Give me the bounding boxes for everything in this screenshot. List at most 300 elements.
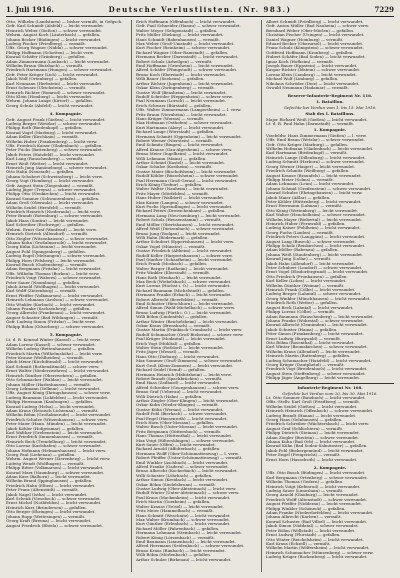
casualty-entry: Ludwig Jäger (Treysa) — schwer verwundet. <box>6 188 97 193</box>
casualty-entry: Paul Kraus (Mackenheim) — leicht verwundet. <box>136 495 231 500</box>
casualty-entry: Rudolf Köhler (Rüsselsheim) — schwer verwundet. <box>136 174 240 179</box>
casualty-entry: Friedrich Schreiber (Wächtersbach) — leicht verw. <box>266 422 370 427</box>
casualty-entry: Uffz. Wilhelm Thomas (Borken) — leicht verw. <box>6 271 100 276</box>
casualty-entry: Bruno Jung (Rodgau) — leicht verwundet. <box>136 231 221 236</box>
casualty-entry: Johann Hofmann (Helmarshausen) — leicht verw. <box>6 448 107 453</box>
casualty-entry: August Graf (Schlüchtern) — vermißt. <box>266 426 344 431</box>
casualty-entry: Heinrich Heinrich (Offenbach) — schwer verwundet. <box>266 409 374 414</box>
casualty-entry: Ernst Vogel (Ebsdorfergrund) — leicht verwundet. <box>266 270 369 275</box>
casualty-entry: Ludwig Krüger (Rockenberg) — leicht verwundet. <box>266 555 368 560</box>
casualty-entry: Friedrich Voigt (Wabern) — schwer verwundet. <box>6 276 102 281</box>
casualty-entry: Hermann Becker (Darmstadt) — leicht verwundet. <box>136 55 239 60</box>
casualty-entry: Friedrich Martin (Wilhelmshöhe) — leicht verw. <box>6 351 103 356</box>
casualty-entry: Adam Möller (Rabenau) — gefallen. <box>266 248 339 253</box>
casualty-entry: Kurt Günther (Erlenbach) — leicht verwundet. <box>136 522 231 527</box>
casualty-entry: Friedrich Wolff (Altenstadt) — schwer verwundet. <box>266 497 368 502</box>
casualty-entry: Adam Groß (Oberaula) — leicht verwundet. <box>6 201 95 206</box>
casualty-entry: Alfred Simon (Wald-Michelbach) — schwer verw. <box>136 306 236 311</box>
casualty-entry: Jakob Pohl (Biebergemünd) — leicht verwundet. <box>266 448 364 453</box>
casualty-entry: Oskar Schulze (Kostheim) — vermißt. <box>136 165 213 170</box>
casualty-entry: Arthur Winter (Reichelsheim) — leicht verwundet. <box>136 319 239 324</box>
casualty-entry: Friedrich Peters (Langgöns) — leicht verwundet. <box>266 235 366 240</box>
casualty-entry: Friedrich Schulze (Witzenhausen) — schwer verw. <box>6 417 109 422</box>
casualty-entry: Jakob Schuster (Haina) — gefallen. <box>266 327 338 332</box>
casualty-entry: Major Richard Weiß (Gießen) — leicht verwundet. <box>266 117 368 122</box>
casualty-entry: Max Hofmann (Osthofen) — schwer verwundet. <box>136 121 233 126</box>
spacer <box>6 329 126 331</box>
casualty-entry: Konrad Busch (Gudensberg) — vermißt. <box>6 262 88 267</box>
casualty-entry: Willi Böhm (Lindenfels) — gefallen. <box>136 315 208 320</box>
casualty-entry: Otto Winter (Reichelsheim) — leicht verwundet. <box>266 537 364 542</box>
casualty-entry: Philipp Roth (Biedenkopf) — gefallen. <box>6 126 83 131</box>
casualty-entry: Erich Vogt (Mühltal) — gefallen. <box>136 341 202 346</box>
casualty-entry: Gefr. August Stein (Ziegenhain) — vermißt. <box>6 183 95 188</box>
section-heading: Stab des I. Bataillons. <box>305 111 355 116</box>
casualty-entry: Jakob Haas (Sontra) — leicht verwundet. <box>6 218 90 223</box>
casualty-entry: Gustav Maier (Bischofsheim) — leicht verwundet. <box>136 169 237 174</box>
casualty-entry: Gustav Wolf (Bensheim) — leicht verwundet. <box>136 90 227 95</box>
casualty-entry: Arthur Schulze (Birkenau) — leicht verwundet. <box>136 557 232 562</box>
section-heading: Infanterie-Regiment Nr. 168. <box>297 385 363 390</box>
casualty-entry: Bernhard Weber (Ober-Mörlen) — gefallen. <box>266 28 355 33</box>
section-heading: 2. Kompagnie. <box>313 465 347 470</box>
casualty-entry: August Krause (Braunfels) — leicht verwundet. <box>266 173 362 178</box>
casualty-entry: Willi Böhm (Mörlenbach) — gefallen. <box>136 553 212 558</box>
casualty-entry: Wilhelm Brand (Ippinghausen) — gefallen. <box>6 479 93 484</box>
casualty-entry: Friedrich Heinrich (Niederaula) — leicht verw. <box>6 210 101 215</box>
casualty-entry: Ludwig Fischer (Friedberg) — vermißt. <box>6 42 86 47</box>
header-page-number: 7229 <box>374 5 394 14</box>
casualty-entry: Eduard Becker (Oberursel) — leicht verwundet. <box>266 42 364 47</box>
section-heading: 1. Kompagnie. <box>313 127 347 132</box>
casualty-entry: Philipp Horn (Felsberg) — leicht verwundet. <box>6 258 97 263</box>
casualty-entry: Georg Vogt (Homberg) — leicht verwundet. <box>6 179 95 184</box>
casualty-entry: Vizefeldw. Hans Zimmermann (Gießen) — l. verw. <box>266 133 367 138</box>
casualty-entry: Uffz. Emil Braun (Wetzlar) — schwer verwundet. <box>266 138 365 143</box>
casualty-entry: Heinrich Beck (Trendelburg) — leicht verwundet. <box>6 439 107 444</box>
casualty-entry: Paul Engel (Hassenroth) — leicht verwundet. <box>136 416 228 421</box>
casualty-entry: Hans Huber (Walldorf) — leicht verwundet. <box>136 196 225 201</box>
casualty-entry: Georg Kühn (Lichtenau) — leicht verwundet. <box>6 245 98 250</box>
casualty-entry: Alfred Weiß (Dietzenbach) — schwer verwundet. <box>136 227 235 232</box>
casualty-entry: August Pfeiffer (Nidderau) — leicht verwundet. <box>266 502 363 507</box>
casualty-entry: Arthur Richter (Jugenheim) — leicht verwundet. <box>136 81 234 86</box>
casualty-entry: Philipp Jäger (Angelburg) — leicht verwundet. <box>266 376 361 381</box>
casualty-entry: Wilhelm Martin (Wölfersheim) — leicht verwundet. <box>266 546 370 551</box>
casualty-entry: Max Weber (Groß-Umstadt) — leicht verwundet. <box>136 42 235 47</box>
casualty-entry: Fritz Winkler (Kleestadt) — vermißt. <box>136 271 211 276</box>
casualty-entry: August Beck (Lahntal) — leicht verwundet. <box>266 305 354 310</box>
casualty-entry: Walter Walter (Nauheim) — leicht verwundet. <box>136 187 229 192</box>
casualty-entry: Erich Martin (Gorxheim) — gefallen. <box>136 500 211 505</box>
casualty-entry: Heinrich Jung (Amöneburg) — schwer verwundet. <box>6 166 108 170</box>
casualty-entry: Adam Keller (Kirchhain) — vermißt. <box>6 135 79 140</box>
casualty-entry: Lorenz Klein (Camberg) — leicht verwundet. <box>266 72 357 77</box>
casualty-entry: Adam Kurz (Balhorn) — leicht verwundet. <box>6 475 91 480</box>
casualty-entry: Max Voigt (Hiltersklingen) — schwer verwundet. <box>136 438 236 443</box>
casualty-entry: Erich Horn (Ober-Mossau) — gefallen. <box>136 420 215 425</box>
casualty-entry: Philipp Böhm (Gilserberg) — schwer verwundet. <box>6 324 105 329</box>
page-header <box>6 4 394 16</box>
casualty-entry: Emil Hoffmann (Griesheim) — leicht verwundet. <box>136 64 234 69</box>
casualty-entry: Heinrich Dietrich (Allendorf) — vermißt. <box>6 232 89 237</box>
casualty-entry: Peter Krause (Wehlheiden) — vermißt. <box>6 356 85 361</box>
casualty-entry: Johann Möller (Harleshausen) — vermißt. <box>6 382 91 387</box>
casualty-entry: Karl Keller (Lohra) — leicht verwundet. <box>266 279 347 284</box>
casualty-entry: Gustav Friedrich (Altheim) — leicht verwundet. <box>136 249 233 254</box>
casualty-entry: Gefr. Ludwig Simon (Fritzlar) — leicht verw. <box>6 320 96 325</box>
casualty-entry: Philipp Hoffmann (Schotten) — leicht verw. <box>6 50 95 55</box>
casualty-entry: Richard Baumann (Michelstadt) — gefallen. <box>136 288 226 293</box>
casualty-entry: Fritz Mayer (Mörfelden) — vermißt. <box>136 191 210 196</box>
casualty-entry: Konrad Schuster (Bad Vilbel) — leicht verwundet. <box>266 519 368 524</box>
casualty-entry: Georg Werner (Haiger) — leicht verwundet. <box>266 164 356 169</box>
casualty-entry: Adam Lehmann (Leun) — leicht verwundet. <box>266 182 355 187</box>
casualty-entry: Konrad Jung (Lollar) — vermißt. <box>266 257 332 262</box>
casualty-entry: Christian Fischer (Usingen) — leicht verwundet. <box>266 33 365 38</box>
casualty-entry: Peter Maier (Hann. Münden) — leicht verwundet. <box>6 422 107 427</box>
casualty-entry: Wehrm. Ernst Graf (Wanfried) — leicht verw. <box>6 227 97 232</box>
casualty-entry: Willi Hahn (Rödermark) — gefallen. <box>136 235 209 240</box>
casualty-entry: Philipp Ritter (Volkmarsen) — leicht verwundet. <box>6 466 104 471</box>
casualty-entry: Gefr. Paul Schneider (Hanau) — schwer verwundet. <box>136 24 241 29</box>
spacer <box>266 462 394 464</box>
casualty-entry: Bruno Meier (Ingelheim) — leicht verwundet. <box>136 152 229 157</box>
casualty-entry: Gefr. Anton Müller (Bad Nauheim) — schwer verw. <box>266 24 370 29</box>
section-heading: 5. Kompagnie. <box>49 332 83 337</box>
casualty-entry: Johann Weiß (Staufenberg) — leicht verwundet. <box>266 252 364 257</box>
casualty-entry: Oskar Kuhn (Nieder-Klingen) — vermißt. <box>136 403 220 408</box>
casualty-entry: Ernst Weiß (Wetter) — leicht verwundet. <box>6 161 89 166</box>
casualty-entry: Hans Thomas (Hüttenthal) — leicht verwundet. <box>136 434 233 439</box>
casualty-entry: Arthur Ziegler (Ober-Klingen) — leicht verwundet. <box>136 398 239 403</box>
casualty-entry: Ernst Horn (Hasselroth) — leicht verwundet. <box>266 457 358 462</box>
casualty-entry: Rudolf Schröder (Heppenheim) — schwer verw. <box>136 94 233 99</box>
casualty-entry: Wilhelm Seidel (Gießen) — leicht verwundet. <box>266 404 358 409</box>
header-title: Deutsche Verlustlisten. (Nr. 983.) <box>108 5 292 14</box>
casualty-entry: Georg Paul (Liebenau) — gefallen. <box>6 453 76 457</box>
text-column-2 <box>136 20 256 572</box>
casualty-entry: August Stein (Steffenberg) — schwer verwundet. <box>266 371 366 376</box>
casualty-entry: Karl Schmitt (Rothenditmold) — schwer verw. <box>6 364 100 369</box>
casualty-entry: Willi Bauer (Seeheim) — gefallen. <box>136 77 205 82</box>
casualty-entry: Friedrich Schmitz (Weilburg) — gefallen. <box>266 169 350 174</box>
spacer <box>6 108 126 110</box>
casualty-entry: Konrad Vogel (Marburg) — leicht verwundet. <box>6 130 98 135</box>
casualty-entry: Johann Kuhn (Großalmerode) — leicht verwundet. <box>6 240 108 245</box>
casualty-entry: Robert Brandt (Spachbrücken) — vermißt. <box>136 376 223 381</box>
casualty-entry: Nikolaus Schröder (Diez) — leicht verwundet. <box>266 81 360 86</box>
casualty-entry: Hermann Schmitt (Oppenheim) — leicht verwundet. <box>136 134 243 139</box>
casualty-entry: Konrad Schulze (Ehringshausen) — leicht verw. <box>266 191 363 196</box>
casualty-entry: Karl Walther (Grebenstein) — leicht verwundet. <box>6 430 104 435</box>
casualty-entry: Georg Haas (Gelnhausen) — gefallen. <box>266 417 343 422</box>
casualty-entry: Peter Engel (Freigericht) — vermißt. <box>266 453 341 458</box>
casualty-entry: Kurt Fischer (Reinheim) — schwer verwundet. <box>136 46 231 51</box>
casualty-entry: Georg Lehmann (Vellmar) — leicht verwundet. <box>6 386 101 391</box>
casualty-entry: Wehrm. August Werner (Zierenberg) — leicht verw. <box>6 457 111 462</box>
casualty-entry: Emil Schuster (Hirschhorn) — leicht verwundet. <box>136 302 235 306</box>
casualty-entry: Erich König (Trebur) — gefallen. <box>136 183 203 188</box>
casualty-entry: Ernst Michel (Nothfelden) — leicht verwundet. <box>6 501 102 506</box>
casualty-entry: Fritz Meier (Hammelbach) — vermißt. <box>136 509 214 514</box>
casualty-entry: Joseph Bauer (Eppstein) — leicht verwundet. <box>266 64 358 69</box>
casualty-entry: Robert König (Lörzenbach) — vermißt. <box>136 535 215 540</box>
casualty-entry: Ludwig Baumann (Lohfelden) — leicht verwundet. <box>6 395 109 400</box>
casualty-entry: Arthur Schmid (Kastel) — leicht verwundet. <box>136 161 226 165</box>
casualty-entry: Hans Krüger (Worms) — vermißt. <box>136 116 205 121</box>
casualty-entry: Gustav Kühn (Wersau) — leicht verwundet. <box>136 407 224 412</box>
text-column-3 <box>266 20 394 572</box>
casualty-entry: Wilhelm Mayer (Biebertal) — leicht verwundet. <box>266 217 363 222</box>
casualty-entry: Jakob Meier (Kirchditmold) — leicht verwundet. <box>6 360 104 365</box>
casualty-entry: Bruno Kraus (Rimbach) — leicht verwundet. <box>136 548 226 553</box>
casualty-entry: Karl Wolff (Zierenberg) — vermißt. <box>6 289 77 294</box>
casualty-entry: Konrad Schäfer (Grünberg) — gefallen. <box>6 55 86 60</box>
casualty-entry: Hans Schmitt (Weschnitz) — leicht verwundet. <box>136 513 231 518</box>
casualty-entry: Hubert Schäfer (Bad Soden) — leicht verwundet. <box>266 55 366 60</box>
casualty-entry: Karl Lang (Rauschenberg) — vermißt. <box>6 157 84 162</box>
casualty-entry: Hermann Lang (Neu-Isenburg) — leicht verwundet. <box>136 213 242 218</box>
casualty-entry: Richard Lange (Wörrstadt) — gefallen. <box>136 130 215 135</box>
casualty-entry: Oskar Klein (Zwingenberg) — vermißt. <box>136 86 215 91</box>
casualty-entry: Heinrich Richter (Romrod) — schwer verwundet. <box>6 90 106 95</box>
casualty-entry: Jakob Simon (Niddatal) — schwer verwundet. <box>266 524 359 529</box>
casualty-entry: Rudolf Schumacher (Groß-Bieberau) — schwer verw. <box>136 332 244 337</box>
casualty-entry: Bruno Graf (Ueberau) — leicht verwundet. <box>136 390 223 395</box>
casualty-entry: Max Walter (Krumbach) — schwer verwundet. <box>136 517 231 522</box>
casualty-entry: Philipp Dietrich (Steinau) — leicht verwundet. <box>266 431 360 436</box>
casualty-entry: Friedrich Hartmann (Hungen) — schwer verwundet. <box>6 68 113 73</box>
casualty-entry: Jakob Wolf (Ortenberg) — gefallen. <box>6 77 78 82</box>
spacer <box>266 91 394 93</box>
casualty-entry: Adam Baumann (Rauschenberg) — leicht verwundet. <box>266 314 374 319</box>
casualty-entry: Hermann Heinrich (Habitzheim) — leicht verw. <box>136 372 232 377</box>
header-date: 1. Juli 1916. <box>6 5 54 14</box>
casualty-entry: Erich Hoffmann (Offenbach) — leicht verwundet. <box>136 20 236 24</box>
casualty-entry: Uffz. Friedrich Kaiser (Gladenbach) — gefallen. <box>6 143 103 148</box>
casualty-entry: Emil Winkler (Aschbach) — leicht verwundet. <box>136 460 229 465</box>
casualty-entry: Rudolf Winter (Unter-Abtsteinach) — schwer verw. <box>136 491 240 496</box>
casualty-entry: Bruno Albrecht (Kocherbach) — leicht verwundet. <box>136 469 238 474</box>
casualty-entry: Otto Lorenz (Karlshafen) — schwer verwundet. <box>6 444 102 449</box>
casualty-entry: Konrad Kühn (Bad Soden-Salmünster) — gefallen. <box>266 444 368 449</box>
casualty-entry: Adam Franke (Niederdorfelden) — leicht verwundet. <box>266 511 374 516</box>
casualty-entry: Otto Klein (Homberg) — leicht verwundet. <box>6 94 93 99</box>
casualty-entry: Walter Busch (Unter-Mossau) — leicht verwundet. <box>136 425 239 430</box>
casualty-entry: Uffz. Walter Zimmermann (Lampertheim) — l. verw. <box>136 108 242 113</box>
casualty-entry: Philipp Winkler (Schöneck) — gefallen. <box>266 506 346 511</box>
casualty-entry: Alfred Krause (Gau-Algesheim) — schwer verw. <box>136 147 233 152</box>
casualty-entry: Hermann Franke (Erbach) — leicht verwundet. <box>136 293 232 298</box>
casualty-entry: Wilhelm Günther (Weimar) — vermißt. <box>266 283 345 288</box>
casualty-entry: Ernst Ludwig (Florstadt) — gefallen. <box>266 533 341 538</box>
casualty-entry: Fritz Müller (Dieburg) — leicht verwundet. <box>136 33 224 38</box>
casualty-entry: Emil Baumann (Linnenbach) — leicht verwundet. <box>136 539 237 544</box>
section-rule <box>266 383 394 384</box>
casualty-entry: Heinrich Lange (Dillenburg) — leicht verwundet. <box>266 155 366 160</box>
casualty-entry: Richard Möller (Fahrenbach) — gefallen. <box>136 526 220 531</box>
casualty-entry: Peter Schubert (Londorf) — schwer verwundet. <box>266 266 363 271</box>
casualty-entry: Adam Zimmermann (Laubach) — leicht verwundet. <box>6 59 111 64</box>
casualty-entry: Heinrich Weber (Gießen) — schwer verwundet. <box>6 28 103 33</box>
casualty-entry: Johann Schubert (Schweinsberg) — leicht verw. <box>6 174 103 179</box>
casualty-entry: Peter Sauer (Naumburg) — gefallen. <box>6 280 81 285</box>
casualty-entry: Otto Friedrich (Fronhausen) — gefallen. <box>266 274 348 279</box>
casualty-entry: Heinrich Frank (Cölbe) — leicht verwundet. <box>266 288 356 293</box>
casualty-entry: Friedrich Roth (Wetter) — gefallen. <box>266 301 338 306</box>
casualty-entry: Konrad Marx (Naumburg) — schwer verwundet. <box>6 470 105 475</box>
casualty-entry: Otto Ziegler (Witzenhausen) — schwer verwundet. <box>6 236 109 241</box>
section-heading: Reserve-Infanterie-Regiment Nr. 116. <box>287 94 373 98</box>
casualty-entry: Paul Günther (Schaafheim) — leicht verwundet. <box>136 257 234 262</box>
casualty-entry: Konrad Albrecht (Gemünden) — leicht verwundet. <box>266 323 368 328</box>
casualty-entry: Wilhelm Kraus (Allendorf) — leicht verwundet. <box>266 349 362 354</box>
casualty-entry: Otto Schumacher (Waldau) — leicht verwundet. <box>6 378 104 383</box>
casualty-entry: Gustav Martin (Fränkisch-Crumbach) — leicht verw. <box>136 328 243 333</box>
casualty-entry: Oskar Vogel (Münster) — vermißt. <box>136 244 206 249</box>
casualty-entry: Ernst Ludwig (Burgwald) — vermißt. <box>266 336 342 341</box>
casualty-entry: Offiz.-Stellv. Karl Groß (Friedberg) — vermißt. <box>266 400 361 405</box>
casualty-entry: Gustav Ludwig (Ober-Abtsteinach) — leicht verw. <box>136 487 237 492</box>
casualty-entry: Willi Lehmann (Mainz) — gefallen. <box>136 156 207 161</box>
casualty-entry: Konrad Sommer (Schwarzenborn) — gefallen. <box>6 196 100 201</box>
casualty-entry: Gefr. August Frank (Gießen) — leicht verwundet. <box>6 117 106 122</box>
casualty-entry: Richard Peters (Dreieichenhain) — gefallen. <box>136 209 226 214</box>
casualty-entry: Karl Bergmann (Ortenberg) — schwer verwundet. <box>266 475 368 480</box>
casualty-entry: Johann Rupp (Wettesingen) — vermißt. <box>6 514 86 519</box>
text-column-1 <box>6 20 126 572</box>
casualty-entry: Franz Schulz (Königstein) — schwer verwundet. <box>266 46 364 51</box>
casualty-entry: Ernst Schwarz (Ulrichstein) — vermißt. <box>6 86 87 91</box>
casualty-entry: Georg Schulz (Alsfeld) — leicht verwundet. <box>6 103 94 108</box>
casualty-entry: Wilhelm Thomas (Gedern) — gefallen. <box>266 480 344 485</box>
casualty-entry: Alfred Franke (Gadern) — schwer verwundet. <box>136 465 229 470</box>
casualty-entry: Johann Becker (Büdingen) — leicht verwundet. <box>6 37 102 42</box>
casualty-entry: Robert Scholz (Heusenstamm) — vermißt. <box>136 218 222 223</box>
casualty-entry: Wilhelm Ludwig (Bettenhausen) — gefallen. <box>6 347 96 352</box>
casualty-entry: Robert Albrecht (Beerfelden) — vermißt. <box>136 297 219 302</box>
casualty-entry: Ludwig Berger (Lahntal) — schwer verwundet. <box>266 292 362 297</box>
casualty-entry: Peter Brandt (Rotenburg) — schwer verwundet. <box>6 214 104 219</box>
casualty-entry: Kurt Fuchs (Sprendlingen) — leicht verwundet. <box>136 205 233 210</box>
casualty-entry: Emil Haas (Zeilhard) — leicht verwundet. <box>136 381 221 386</box>
casualty-entry: Lt. d. R. Paul Hahn (Darmstadt) — vermißt. <box>266 122 355 127</box>
casualty-entry: Paul Herrmann (Groß-Gerau) — leicht verwundet. <box>136 178 238 183</box>
casualty-entry: Adam Ziegler (Birstein) — schwer verwundet. <box>266 435 360 440</box>
casualty-entry: Uffz. Georg Wagner (Nidda) — schwer verwundet. <box>6 46 109 51</box>
casualty-entry: Ludwig Wendt (Wolfhagen) — vermißt. <box>6 461 85 466</box>
casualty-entry: Ludwig Schmitt (Herborn) — schwer verwundet. <box>266 160 366 165</box>
casualty-entry: Max Kaiser (Langen) — schwer verwundet. <box>136 200 224 205</box>
casualty-entry: August Pohl (Spangenberg) — gefallen. <box>6 249 86 254</box>
casualty-entry: Heinrich Martin (Battenberg) — gefallen. <box>266 354 351 359</box>
casualty-entry: Wilhelm Braun (Butzbach) — vermißt. <box>6 64 84 69</box>
casualty-entry: Johann Kuhn (Bad Orb) — leicht verwundet. <box>266 439 356 444</box>
casualty-entry: August Friedrich (Rhöda) — schwer verwundet. <box>6 523 104 528</box>
casualty-entry: Hermann Lehmann (Steinbach) — leicht verwundet. <box>136 531 243 536</box>
casualty-entry: Walter Meyer (Seligenstadt) — gefallen. <box>136 28 218 33</box>
casualty-entry: Philipp Meier (Solms) — vermißt. <box>266 177 334 182</box>
casualty-entry: Ludwig Sauer (Limeshain) — vermißt. <box>266 489 344 494</box>
casualty-entry: Jakob Hahn (Allendorf) — leicht verwundet. <box>266 261 355 266</box>
casualty-entry: Albert Schmidt (Friedberg) — leicht verwundet. <box>266 20 364 24</box>
casualty-entry: Philipp Herrmann (Kaufungen) — gefallen. <box>6 400 94 405</box>
casualty-entry: Karl Kraus (Echzell) — vermißt. <box>266 541 331 546</box>
header-rule <box>6 16 394 17</box>
casualty-entry: Gefr. Otto Krüger (Marburg) — gefallen. <box>266 142 349 147</box>
casualty-entry: Karl Winter (Bromskirchen) — schwer verwundet. <box>266 345 368 350</box>
casualty-entry: Gefr. Peter Krüger (Lich) — leicht verwundet. <box>6 72 99 77</box>
casualty-entry: Georg Arnold (Glauburg) — leicht verwundet. <box>266 493 359 498</box>
casualty-entry: August Schuster (Bad Wildungen) — vermißt. <box>6 315 99 320</box>
casualty-entry: Kurt Hartmann (Alzey) — leicht verwundet. <box>136 125 225 130</box>
casualty-entry: Heinrich Huber (Fernwald) — gefallen. <box>266 221 346 226</box>
casualty-entry: Peter Köhler (Hüttenberg) — leicht verwundet. <box>266 199 362 204</box>
casualty-entry: Georg Albrecht (Frankenau) — leicht verwundet. <box>6 311 106 316</box>
casualty-entry: Walter Berger (Radheim) — leicht verwundet. <box>136 266 230 271</box>
casualty-entry: Otto, Wilhelm (Landsturm) — bisher vermißt, in Gefgsch. <box>6 20 123 24</box>
casualty-entry: Wehrm. Johann Lange (Kirtorf) — gefallen. <box>6 99 94 104</box>
casualty-entry: Ludwig Brandt (Hanau) — leicht verwundet. <box>266 413 357 418</box>
casualty-entry: Alfred Schäfer (Pfungstadt) — schwer verwundet. <box>136 68 238 73</box>
casualty-entry: Max Beck (Wiebelsbach) — schwer verwundet. <box>136 279 232 284</box>
casualty-entry: Robert Pfeiffer (Unter-Schönmattenwag) — vermißt. <box>136 456 243 461</box>
casualty-entry: Willi Dietrich (Hahn) — gefallen. <box>136 394 203 399</box>
casualty-entry: Oskar Kraus (Brensbach) — vermißt. <box>136 324 211 329</box>
casualty-entry: Johann Franke (Sachsenberg) — gefallen. <box>6 307 91 311</box>
casualty-entry: Erich Frank (Mosbach) — gefallen. <box>136 262 208 267</box>
casualty-entry: Gottfried Hoffmann (Kronberg) — gefallen. <box>266 50 354 55</box>
casualty-entry: Willi Schuster (Löhrbach) — gefallen. <box>136 473 213 478</box>
casualty-entry: Kaspar Richter (Idstein) — schwer verwundet. <box>266 68 361 73</box>
casualty-entry: Wilhelm Seidel (Hersfeld) — vermißt. <box>6 205 83 210</box>
casualty-entry: Karl Schenk (Viesebeck) — schwer verwundet. <box>6 497 101 502</box>
casualty-entry: Kurt Lorenz (Höchst i. O.) — leicht verwundet. <box>136 284 231 289</box>
casualty-entry: Konrad Ludwig (Helsa) — leicht verwundet. <box>6 404 96 409</box>
casualty-entry: Adam Kraus (Hessisch Lichtenau) — vermißt. <box>6 408 99 413</box>
section-heading: 1. Bataillon. <box>316 99 344 104</box>
casualty-entry: Heinrich Voigt (Kefenrod) — leicht verwundet. <box>266 484 361 489</box>
casualty-entry: Johann Schmid (Greifenstein) — schwer verwundet. <box>266 186 372 191</box>
casualty-entry: Fritz Braun (Viernheim) — leicht verwundet. <box>136 112 227 117</box>
casualty-entry: Adam Lorenz (Kassel) — schwer verwundet. <box>6 342 96 347</box>
casualty-entry: Peter Böhm (Wöllstadt) — leicht verwundet. <box>266 528 356 533</box>
casualty-entry: Georg Krüger (Dautphetal) — vermißt. <box>266 362 345 367</box>
casualty-entry: Erich Schwarz (Bürstadt) — gefallen. <box>136 103 212 108</box>
casualty-entry: Johann Franke (Wohratal) — schwer verwundet. <box>266 318 364 323</box>
casualty-entry: Uffz. Otto Busch (Büdingen) — leicht verwundet. <box>266 471 366 476</box>
casualty-entry: Karl Schreiber (Eschwege) — gefallen. <box>6 223 85 228</box>
casualty-entry: Alfred Herrmann (Seidenbuch) — schwer verwundet. <box>136 544 245 549</box>
section-subheading: Gefechte bei Verdun vom 1. bis 15. Mai 1916. <box>283 105 377 110</box>
casualty-entry: Georg Winkler (Münchhausen) — leicht verwundet. <box>266 296 371 301</box>
casualty-entry: Walter Krause (Trösel) — leicht verwundet. <box>136 504 225 509</box>
casualty-entry: Hans Roth (Heubach) — leicht verwundet. <box>136 275 223 280</box>
column-divider <box>131 20 132 572</box>
casualty-entry: Jakob Maier (Aßlar) — gefallen. <box>266 195 331 200</box>
casualty-entry: Wilhelm Böhm (Großalmerode) — leicht verwundet. <box>6 413 112 418</box>
casualty-entry: Robert Werner (Nierstein) — vermißt. <box>136 138 214 143</box>
casualty-entry: Ludwig Berger (Wetzlar) — schwer verwundet. <box>6 121 102 126</box>
casualty-entry: Robert Schulz (Arheilgen) — vermißt. <box>136 59 213 64</box>
casualty-entry: Jakob Arnold (Wolfhagen) — leicht verwundet. <box>6 284 101 289</box>
casualty-entry: Jakob Köhler (Hofgeismar) — gefallen. <box>6 426 85 431</box>
casualty-entry: Ernst Friedrich (Immenhausen) — vermißt. <box>6 435 94 440</box>
casualty-entry: Georg Kraft (Breuna) — leicht verwundet. <box>6 519 92 524</box>
casualty-entry: Jakob Nagel (Istha) — leicht verwundet. <box>6 492 88 497</box>
casualty-entry: Bruno Koch (Eberstadt) — leicht verwundet. <box>136 72 227 77</box>
